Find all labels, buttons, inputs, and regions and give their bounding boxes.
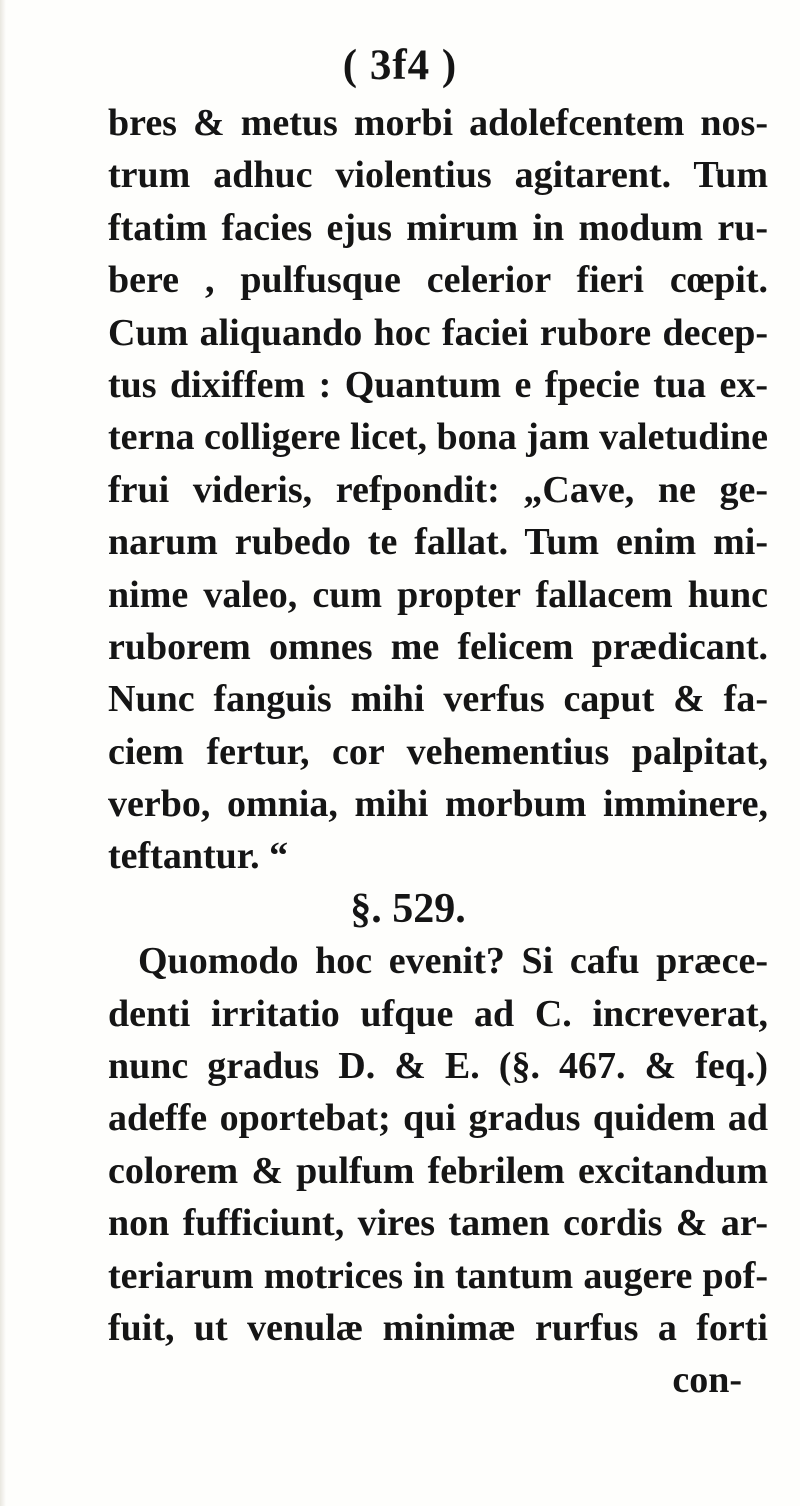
text-line: teftantur. “ [108, 835, 289, 878]
catchword: con- [672, 1359, 742, 1402]
text-line: narum rubedo te fallat. Tum enim mi- [108, 521, 768, 564]
text-line: terna colligere licet, bona jam valetudine [108, 416, 768, 459]
text-line: bres & metus morbi adolefcentem nos- [108, 102, 768, 144]
text-line: bere , pulfusque celerior fieri cœpit. [108, 259, 768, 302]
text-line: nime valeo, cum propter fallacem hunc [108, 573, 768, 616]
text-line: frui videris, refpondit: „Cave, ne ge- [108, 468, 768, 511]
text-line: non fufficiunt, vires tamen cordis & ar- [108, 1202, 768, 1245]
text-line: ftatim facies ejus mirum in modum ru- [108, 206, 768, 249]
text-line: tus dixiffem : Quantum e fpecie tua ex- [108, 363, 768, 406]
text-line: teriarum motrices in tantum augere pof- [108, 1254, 768, 1297]
text-line: verbo, omnia, mihi morbum imminere, [108, 783, 768, 826]
text-line: denti irritatio ufque ad C. increverat, [108, 992, 768, 1035]
text-line: Quomodo hoc evenit? Si cafu præce- [138, 940, 768, 983]
page-number: ( 3f4 ) [342, 42, 458, 89]
body-text [108, 97, 768, 1407]
text-line: fuit, ut venulæ minimæ rurfus a forti [108, 1306, 768, 1349]
text-line: ciem fertur, cor vehementius palpitat, [108, 730, 768, 773]
text-line: colorem & pulfum febrilem excitandum [108, 1149, 768, 1192]
text-line: adeffe oportebat; qui gradus quidem ad [108, 1097, 768, 1140]
text-line: Cum aliquando hoc faciei rubore decep- [108, 311, 768, 354]
section-heading: §. 529. [350, 885, 466, 932]
text-line: trum adhuc violentius agitarent. Tum [108, 154, 768, 197]
text-line: Nunc fanguis mihi verfus caput & fa- [108, 678, 768, 721]
text-line: nunc gradus D. & E. (§. 467. & feq.) [108, 1045, 768, 1088]
page-edge-shadow [0, 0, 6, 1506]
text-line: ruborem omnes me felicem prædicant. [108, 625, 768, 668]
